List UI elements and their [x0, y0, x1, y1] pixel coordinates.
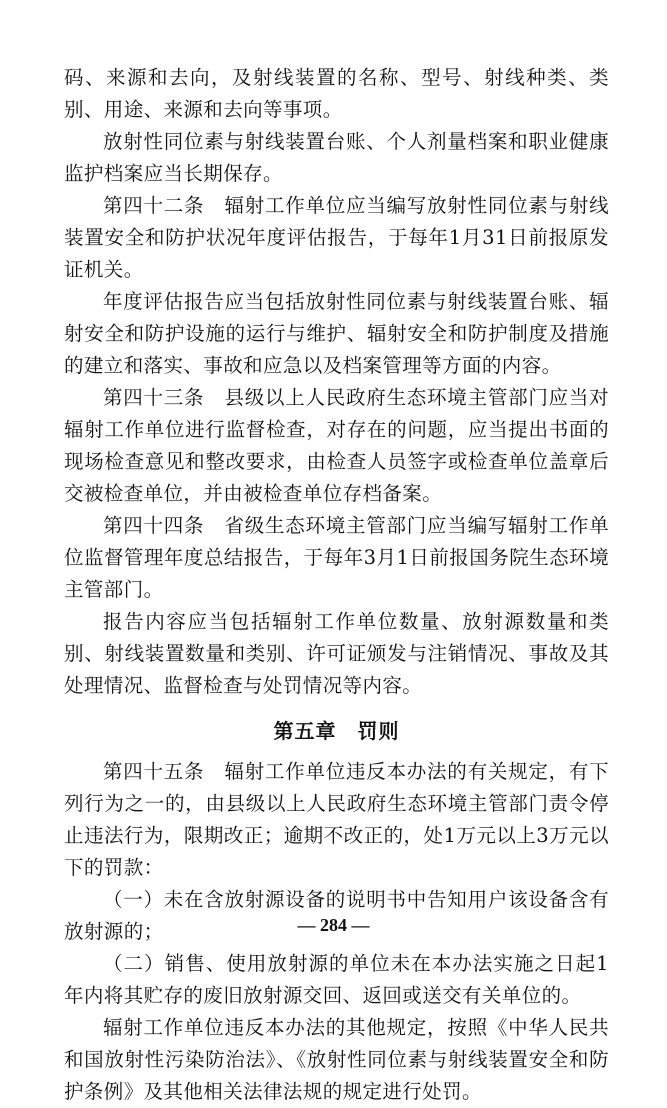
article-44: 第四十四条 省级生态环境主管部门应当编写辐射工作单位监督管理年度总结报告，于每年3月1日前报国务院生态环境主管部门。: [64, 514, 609, 601]
paragraph: 放射性同位素与射线装置台账、个人剂量档案和职业健康监护档案应当长期保存。: [64, 130, 609, 185]
article-45: 第四十五条 辐射工作单位违反本办法的有关规定，有下列行为之一的，由县级以上人民政府生态环境主管部门责令停止违法行为，限期改正；逾期不改正的，处1万元以上3万元以下的罚款：: [64, 760, 609, 879]
list-item: （一）未在含放射源设备的说明书中告知用户该设备含有放射源的；: [64, 888, 609, 943]
chapter-title: 第五章 罚则: [273, 719, 400, 743]
paragraph: 码、来源和去向，及射线装置的名称、型号、射线种类、类别、用途、来源和去向等事项。: [64, 66, 609, 121]
paragraph: 辐射工作单位违反本办法的其他规定，按照《中华人民共和国放射性污染防治法》、《放射性同位素与射线装置安全和防护条例》及其他相关法律法规的规定进行处罚。: [64, 1016, 609, 1103]
list-item: （二）销售、使用放射源的单位未在本办法实施之日起1年内将其贮存的废旧放射源交回、返回或送交有关单位的。: [64, 952, 609, 1007]
article-42: 第四十二条 辐射工作单位应当编写放射性同位素与射线装置安全和防护状况年度评估报告，于每年1月31日前报原发证机关。: [64, 194, 609, 281]
paragraph: 年度评估报告应当包括放射性同位素与射线装置台账、辐射安全和防护设施的运行与维护、辐射安全和防护制度及措施的建立和落实、事故和应急以及档案管理等方面的内容。: [64, 290, 609, 377]
paragraph: 报告内容应当包括辐射工作单位数量、放射源数量和类别、射线装置数量和类别、许可证颁发与注销情况、事故及其处理情况、监督检查与处罚情况等内容。: [64, 610, 609, 697]
page-body: [64, 62, 609, 1108]
article-43: 第四十三条 县级以上人民政府生态环境主管部门应当对辐射工作单位进行监督检查，对存在的问题，应当提出书面的现场检查意见和整改要求，由检查人员签字或检查单位盖章后交被检查单位，并由被检查单位存档备案。: [64, 386, 609, 505]
page-number: — 284 —: [297, 915, 370, 935]
